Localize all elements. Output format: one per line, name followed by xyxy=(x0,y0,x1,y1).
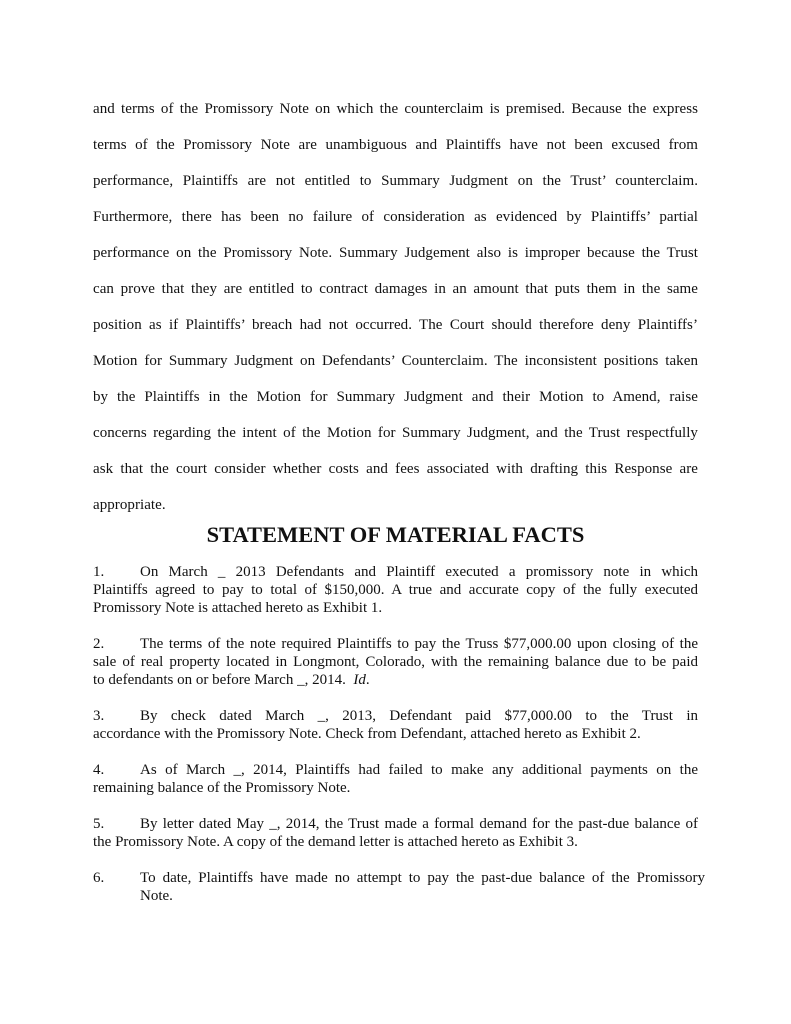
fact-line: accordance with the Promissory Note. Check from Defendant, attached hereto as Exhibit 2. xyxy=(93,726,641,742)
fact-text: By letter dated May _, 2014, the Trust made a formal demand for the past-due balance of xyxy=(140,816,698,832)
argument-line: performance, Plaintiffs are not entitled to Summary Judgment on the Trust’ counterclaim. xyxy=(93,173,698,189)
fact-line: Plaintiffs agreed to pay to total of $150,000. A true and accurate copy of the fully executed xyxy=(93,582,698,598)
fact-number: 3. xyxy=(93,708,105,724)
fact-item xyxy=(93,707,698,743)
fact-text: to defendants on or before March _, 2014. xyxy=(93,672,346,688)
argument-line: appropriate. xyxy=(93,497,166,513)
fact-line: sale of real property located in Longmont, Colorado, with the remaining balance due to be paid xyxy=(93,654,698,670)
fact-line xyxy=(93,671,698,689)
facts-heading: STATEMENT OF MATERIAL FACTS xyxy=(206,522,585,547)
fact-item xyxy=(93,563,698,617)
fact-text: As of March _, 2014, Plaintiffs had failed to make any additional payments on the xyxy=(140,762,698,778)
citation: Id xyxy=(353,672,366,688)
argument-line: performance on the Promissory Note. Summary Judgement also is improper because the Trust xyxy=(93,245,698,261)
fact-number: 6. xyxy=(93,870,105,886)
fact-text: On March _ 2013 Defendants and Plaintiff executed a promissory note in which xyxy=(140,564,698,580)
fact-item xyxy=(93,815,698,851)
citation-period: . xyxy=(365,672,370,688)
argument-line: and terms of the Promissory Note on which the counterclaim is premised. Because the express xyxy=(93,101,698,117)
fact-item xyxy=(93,869,705,905)
fact-text-block xyxy=(140,869,705,905)
fact-number: 5. xyxy=(93,816,105,832)
argument-line: can prove that they are entitled to contract damages in an amount that puts them in the same xyxy=(93,281,698,297)
fact-item xyxy=(93,761,698,797)
fact-line xyxy=(93,635,698,653)
fact-line xyxy=(93,563,698,581)
argument-line: Furthermore, there has been no failure of consideration as evidenced by Plaintiffs’ partial xyxy=(93,209,698,225)
argument-line: Motion for Summary Judgment on Defendants’ Counterclaim. The inconsistent positions taken xyxy=(93,353,698,369)
fact-line: Promissory Note is attached hereto as Exhibit 1. xyxy=(93,600,383,616)
argument-line: ask that the court consider whether costs and fees associated with drafting this Response are xyxy=(93,461,698,477)
fact-text: The terms of the note required Plaintiffs to pay the Truss $77,000.00 upon closing of the xyxy=(140,636,698,652)
fact-number: 1. xyxy=(93,564,105,580)
argument-line: position as if Plaintiffs’ breach had not occurred. The Court should therefore deny Plaintiffs’ xyxy=(93,317,698,333)
argument-line: terms of the Promissory Note are unambiguous and Plaintiffs have not been excused from xyxy=(93,137,698,153)
fact-line: Note. xyxy=(140,888,173,904)
fact-number: 2. xyxy=(93,636,105,652)
fact-item xyxy=(93,635,698,689)
fact-line xyxy=(93,707,698,725)
fact-line: remaining balance of the Promissory Note. xyxy=(93,780,351,796)
fact-text: By check dated March _, 2013, Defendant paid $77,000.00 to the Trust in xyxy=(140,708,698,724)
argument-line: by the Plaintiffs in the Motion for Summary Judgment and their Motion to Amend, raise xyxy=(93,389,698,405)
argument-line: concerns regarding the intent of the Motion for Summary Judgment, and the Trust respectfully xyxy=(93,425,698,441)
fact-number: 4. xyxy=(93,762,105,778)
fact-line: To date, Plaintiffs have made no attempt to pay the past-due balance of the Promissory xyxy=(140,870,705,886)
fact-line xyxy=(93,761,698,779)
argument-paragraph xyxy=(93,91,698,523)
fact-line xyxy=(93,815,698,833)
fact-line: the Promissory Note. A copy of the demand letter is attached hereto as Exhibit 3. xyxy=(93,834,578,850)
